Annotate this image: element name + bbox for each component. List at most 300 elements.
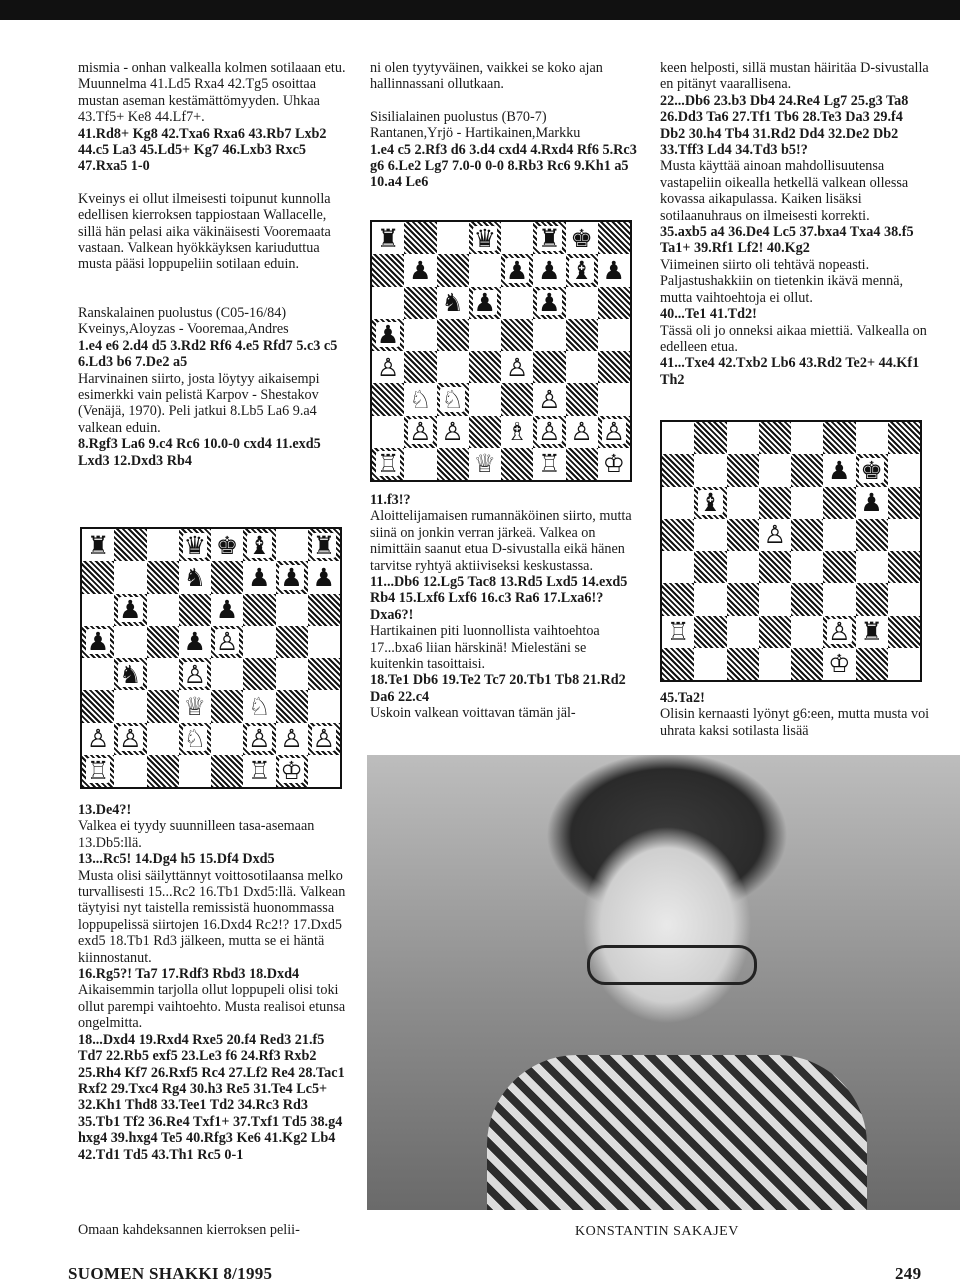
col2-paragraph-2: Aloittelijamaisen rumannäköinen siirto, mutta siinä on jonkin verran järkeä. Valkea on nimittäin saanut etua D-sivustalla eikä hänen tarvitse ryhtyä aktiiviseksi keskustassa.: [370, 508, 632, 574]
board-square: [211, 690, 243, 722]
board-square: [308, 529, 340, 561]
chess-diagram-1: [80, 527, 342, 789]
board-square: [856, 551, 888, 583]
board-square: [598, 448, 630, 480]
board-square: [372, 254, 404, 286]
black-bishop-icon: ♝: [570, 255, 593, 285]
board-square: [823, 648, 855, 680]
board-square: [179, 529, 211, 561]
board-square: [114, 723, 146, 755]
board-square: [82, 594, 114, 626]
board-square: [211, 755, 243, 787]
column-3: [660, 60, 930, 388]
board-square: [823, 519, 855, 551]
board-square: [759, 551, 791, 583]
board-square: [791, 551, 823, 583]
column-2: [370, 60, 640, 191]
board-square: [179, 626, 211, 658]
board-square: [759, 487, 791, 519]
board-square: [243, 755, 275, 787]
board-square: [888, 487, 920, 519]
board-square: [727, 551, 759, 583]
board-square: [179, 561, 211, 593]
board-square: [727, 648, 759, 680]
black-pawn-icon: ♟: [215, 595, 239, 625]
black-pawn-icon: ♟: [248, 562, 271, 592]
board-square: [147, 594, 179, 626]
board-square: [791, 583, 823, 615]
white-pawn-icon: ♙: [409, 417, 432, 447]
board-square: [598, 416, 630, 448]
white-rook-icon: ♖: [538, 449, 561, 479]
board-square: [147, 561, 179, 593]
board-square: [533, 448, 565, 480]
black-bishop-icon: ♝: [699, 488, 722, 518]
black-king-icon: ♚: [215, 530, 239, 560]
col2-paragraph-3: Hartikainen piti luonnollista vaihtoehtoa 17...bxa6 liian härskinä! Mielestäni se kuitenkin tasoittaisi.: [370, 623, 600, 673]
board-square: [276, 690, 308, 722]
column-2-continued: [370, 492, 640, 722]
black-pawn-icon: ♟: [183, 627, 207, 657]
board-square: [211, 594, 243, 626]
col2-players: Rantanen,Yrjö - Hartikainen,Markku: [370, 125, 581, 142]
board-square: [243, 723, 275, 755]
board-square: [823, 487, 855, 519]
board-square: [501, 383, 533, 415]
board-square: [566, 416, 598, 448]
col3-paragraph-5: Olisin kernaasti lyönyt g6:een, mutta musta voi uhrata kaksi sotilasta lisää: [660, 706, 930, 739]
board-square: [566, 254, 598, 286]
board-square: [501, 319, 533, 351]
board-square: [823, 454, 855, 486]
white-pawn-icon: ♙: [538, 384, 561, 414]
board-square: [211, 529, 243, 561]
board-square: [727, 583, 759, 615]
board-square: [662, 519, 694, 551]
white-knight-icon: ♘: [248, 691, 271, 721]
column-3-bottom: [660, 690, 930, 739]
board-square: [437, 222, 469, 254]
col3-paragraph-1: keen helposti, sillä mustan häiritäa D-sivustalla en pitänyt vaarallisena.: [660, 60, 929, 93]
col2-moves-2: 11.f3!?: [370, 492, 411, 508]
board-square: [533, 416, 565, 448]
board-square: [372, 351, 404, 383]
board-square: [308, 658, 340, 690]
board-square: [211, 723, 243, 755]
board-square: [404, 351, 436, 383]
board-square: [662, 422, 694, 454]
white-pawn-icon: ♙: [119, 724, 142, 754]
board-square: [727, 616, 759, 648]
board-square: [727, 487, 759, 519]
board-square: [694, 551, 726, 583]
board-square: [404, 416, 436, 448]
col2-moves-4: 18.Te1 Db6 19.Te2 Tc7 20.Tb1 Tb8 21.Rd2 Da6 22.c4: [370, 672, 626, 705]
board-square: [469, 222, 501, 254]
board-square: [501, 254, 533, 286]
board-square: [372, 319, 404, 351]
board-square: [469, 383, 501, 415]
board-square: [372, 383, 404, 415]
board-square: [404, 383, 436, 415]
board-square: [82, 561, 114, 593]
black-pawn-icon: ♟: [602, 255, 626, 285]
board-square: [437, 254, 469, 286]
board-square: [179, 658, 211, 690]
board-square: [243, 658, 275, 690]
board-square: [694, 422, 726, 454]
black-queen-icon: ♛: [183, 530, 207, 560]
black-pawn-icon: ♟: [376, 320, 400, 350]
board-square: [856, 583, 888, 615]
board-square: [437, 383, 469, 415]
board-square: [114, 690, 146, 722]
black-pawn-icon: ♟: [828, 455, 851, 485]
board-square: [179, 690, 211, 722]
board-square: [566, 222, 598, 254]
board-square: [469, 287, 501, 319]
board-square: [533, 351, 565, 383]
board-square: [147, 755, 179, 787]
white-bishop-icon: ♗: [505, 417, 529, 447]
board-square: [82, 690, 114, 722]
black-rook-icon: ♜: [312, 530, 336, 560]
white-knight-icon: ♘: [183, 724, 207, 754]
board-square: [308, 690, 340, 722]
board-square: [566, 448, 598, 480]
lower-paragraph-2: Musta olisi säilyttännyt voittosotilaansa melko turvallisesti 15...Rc2 16.Tb1 Dxd5:llä. Valkean täytyisi nyt taistella remissistä huonommassa loppupelissä siirtojen 16.Dxd4 Rc2!? 17.Dxd5 exd5 18.Tb1 Rd3 jälkeen, mutta se ei häntä kiinnostanut.: [78, 867, 346, 966]
lower-moves-3: 16.Rg5?! Ta7 17.Rdf3 Rbd3 18.Dxd4: [78, 966, 300, 983]
board-square: [404, 448, 436, 480]
col1-paragraph-3: Harvinainen siirto, josta löytyy aikaisempi esimerkki vain pelistä Karpov - Shestakov (Venäjä, 1970). Peli jatkui 8.Lb5 La6 9.a4 valkean eduin.: [78, 370, 320, 436]
board-square: [82, 755, 114, 787]
black-pawn-icon: ♟: [538, 255, 561, 285]
black-pawn-icon: ♟: [409, 255, 432, 285]
column-1-bottom: [78, 1222, 348, 1238]
photo-caption: KONSTANTIN SAKAJEV: [575, 1224, 739, 1239]
board-square: [888, 454, 920, 486]
board-square: [501, 287, 533, 319]
board-square: [437, 416, 469, 448]
board-square: [437, 319, 469, 351]
chess-diagram-2: [370, 220, 632, 482]
col3-moves-4: 41...Txe4 42.Txb2 Lb6 43.Rd2 Te2+ 44.Kf1 Th2: [660, 355, 920, 388]
col2-paragraph-4: Uskoin valkean voittavan tämän jäl-: [370, 705, 576, 722]
board-square: [501, 416, 533, 448]
board-square: [662, 487, 694, 519]
board-square: [308, 755, 340, 787]
board-square: [759, 454, 791, 486]
white-pawn-icon: ♙: [183, 659, 207, 689]
board-square: [276, 594, 308, 626]
board-square: [566, 351, 598, 383]
board-square: [791, 454, 823, 486]
black-rook-icon: ♜: [860, 617, 883, 647]
column-1: [78, 60, 348, 469]
white-pawn-icon: ♙: [763, 520, 787, 550]
black-king-icon: ♚: [860, 455, 883, 485]
board-square: [243, 690, 275, 722]
board-square: [856, 616, 888, 648]
col1-players: Kveinys,Aloyzas - Vooremaa,Andres: [78, 321, 289, 338]
photo-glasses: [587, 945, 757, 985]
board-square: [759, 616, 791, 648]
board-square: [114, 529, 146, 561]
board-square: [308, 594, 340, 626]
white-rook-icon: ♖: [86, 756, 110, 786]
board-square: [437, 287, 469, 319]
board-square: [533, 254, 565, 286]
board-square: [598, 254, 630, 286]
white-pawn-icon: ♙: [280, 724, 303, 754]
board-square: [533, 222, 565, 254]
board-square: [759, 519, 791, 551]
board-square: [888, 422, 920, 454]
black-bishop-icon: ♝: [248, 530, 271, 560]
board-square: [759, 648, 791, 680]
board-square: [308, 561, 340, 593]
board-square: [82, 529, 114, 561]
white-king-icon: ♔: [280, 756, 303, 786]
board-square: [856, 422, 888, 454]
col1-paragraph-1: mismia - onhan valkealla kolmen sotilaaan etu. Muunnelma 41.Ld5 Rxa4 42.Tg5 osoittaa mustan aseman kestämättömyyden. Uhkaa 43.Tf5+ Ke8 44.Lf7+.: [78, 60, 346, 126]
board-square: [662, 583, 694, 615]
white-pawn-icon: ♙: [602, 417, 626, 447]
board-square: [437, 351, 469, 383]
board-square: [727, 454, 759, 486]
board-square: [791, 519, 823, 551]
black-rook-icon: ♜: [376, 223, 400, 253]
board-square: [147, 529, 179, 561]
black-knight-icon: ♞: [119, 659, 142, 689]
board-square: [694, 454, 726, 486]
board-square: [469, 351, 501, 383]
top-black-bar: [0, 0, 960, 20]
column-lower-left: [78, 802, 348, 1163]
white-pawn-icon: ♙: [570, 417, 593, 447]
board-square: [888, 551, 920, 583]
board-square: [662, 616, 694, 648]
lower-moves-2: 13...Rc5! 14.Dg4 h5 15.Df4 Dxd5: [78, 851, 275, 868]
white-pawn-icon: ♙: [86, 724, 110, 754]
white-queen-icon: ♕: [473, 449, 497, 479]
board-square: [308, 626, 340, 658]
board-square: [372, 448, 404, 480]
white-knight-icon: ♘: [441, 384, 464, 414]
board-square: [694, 616, 726, 648]
board-square: [82, 658, 114, 690]
black-king-icon: ♚: [570, 223, 593, 253]
board-square: [791, 487, 823, 519]
white-pawn-icon: ♙: [828, 617, 851, 647]
col1-moves-1: 41.Rd8+ Kg8 42.Txa6 Rxa6 43.Rb7 Lxb2 44.c5 La3 45.Ld5+ Kg7 46.Lxb3 Rxc5 47.Rxa5 1-0: [78, 125, 327, 175]
board-square: [662, 551, 694, 583]
white-rook-icon: ♖: [376, 449, 400, 479]
board-square: [276, 723, 308, 755]
col3-paragraph-2: Musta käyttää ainoan mahdollisuutensa vastapeliin oikealla hetkellä valkean ollessa kovassa aikapulassa. Kaiken lisäksi sotilaanuhraus on ilmeisesti korrekti.: [660, 158, 909, 224]
board-square: [372, 416, 404, 448]
col3-moves-1: 22...Db6 23.b3 Db4 24.Re4 Lg7 25.g3 Ta8 26.Dd3 Ta6 27.Tf1 Tb6 28.Te3 Da3 29.f4 Db2 30.h4 Tb4 31.Rd2 Dd4 32.De2 Db2 33.Tff3 Ld4 34.Td3 b5!?: [660, 92, 909, 159]
board-square: [501, 222, 533, 254]
black-pawn-icon: ♟: [505, 255, 529, 285]
board-square: [823, 422, 855, 454]
black-rook-icon: ♜: [86, 530, 110, 560]
board-square: [662, 454, 694, 486]
black-queen-icon: ♛: [473, 223, 497, 253]
board-square: [372, 222, 404, 254]
photo-sweater: [487, 1055, 867, 1210]
magazine-name: SUOMEN SHAKKI 8/1995: [68, 1264, 273, 1283]
board-square: [114, 594, 146, 626]
board-square: [759, 583, 791, 615]
board-square: [823, 551, 855, 583]
board-square: [372, 287, 404, 319]
board-square: [211, 561, 243, 593]
board-square: [276, 658, 308, 690]
white-queen-icon: ♕: [183, 691, 207, 721]
white-rook-icon: ♖: [666, 617, 690, 647]
board-square: [147, 626, 179, 658]
board-square: [276, 561, 308, 593]
board-square: [662, 648, 694, 680]
board-square: [566, 287, 598, 319]
board-square: [533, 287, 565, 319]
board-square: [179, 755, 211, 787]
board-square: [276, 529, 308, 561]
black-pawn-icon: ♟: [280, 562, 303, 592]
board-square: [888, 648, 920, 680]
board-square: [791, 422, 823, 454]
col3-moves-2: 35.axb5 a4 36.De4 Lc5 37.bxa4 Txa4 38.f5 Ta1+ 39.Rf1 Lf2! 40.Kg2: [660, 224, 914, 257]
board-square: [888, 616, 920, 648]
board-square: [598, 383, 630, 415]
board-square: [404, 319, 436, 351]
board-square: [147, 723, 179, 755]
board-square: [598, 351, 630, 383]
board-square: [694, 648, 726, 680]
board-square: [114, 658, 146, 690]
white-king-icon: ♔: [828, 649, 851, 679]
white-king-icon: ♔: [602, 449, 626, 479]
player-photo: [367, 755, 960, 1210]
board-square: [501, 351, 533, 383]
board-square: [243, 561, 275, 593]
board-square: [533, 319, 565, 351]
board-square: [759, 422, 791, 454]
board-square: [856, 454, 888, 486]
board-square: [888, 519, 920, 551]
board-square: [469, 416, 501, 448]
board-square: [147, 690, 179, 722]
board-square: [598, 319, 630, 351]
board-square: [211, 626, 243, 658]
board-square: [694, 583, 726, 615]
board-square: [243, 529, 275, 561]
black-pawn-icon: ♟: [312, 562, 336, 592]
black-knight-icon: ♞: [441, 288, 464, 318]
page-number: 249: [895, 1264, 922, 1283]
board-square: [404, 254, 436, 286]
col1-moves-2: 1.e4 e6 2.d4 d5 3.Rd2 Rf6 4.e5 Rfd7 5.c3 c5 6.Ld3 b6 7.De2 a5: [78, 337, 338, 371]
black-pawn-icon: ♟: [860, 488, 883, 518]
board-square: [856, 487, 888, 519]
col3-moves-3: 40...Te1 41.Td2!: [660, 306, 757, 323]
white-pawn-icon: ♙: [376, 352, 400, 382]
board-square: [533, 383, 565, 415]
board-square: [179, 723, 211, 755]
white-knight-icon: ♘: [409, 384, 432, 414]
white-pawn-icon: ♙: [312, 724, 336, 754]
black-knight-icon: ♞: [183, 562, 207, 592]
board-square: [179, 594, 211, 626]
board-square: [694, 519, 726, 551]
board-square: [243, 594, 275, 626]
white-pawn-icon: ♙: [215, 627, 239, 657]
board-square: [147, 658, 179, 690]
board-square: [469, 319, 501, 351]
board-square: [791, 616, 823, 648]
board-square: [276, 626, 308, 658]
board-square: [501, 448, 533, 480]
col1-moves-3: 8.Rgf3 La6 9.c4 Rc6 10.0-0 cxd4 11.exd5 Lxd3 12.Dxd3 Rb4: [78, 436, 321, 469]
board-square: [727, 422, 759, 454]
board-square: [404, 222, 436, 254]
col2-opening: Sisilialainen puolustus (B70-7): [370, 108, 547, 125]
col2-moves-1: 1.e4 c5 2.Rf3 d6 3.d4 cxd4 4.Rxd4 Rf6 5.Rc3 g6 6.Le2 Lg7 7.0-0 0-0 8.Rb3 Rc6 9.Kh1 a5 10.a4 Le6: [370, 141, 637, 191]
black-pawn-icon: ♟: [86, 627, 110, 657]
lower-paragraph-1: Valkea ei tyydy suunnilleen tasa-asemaan 13.Db5:llä.: [78, 818, 315, 851]
board-square: [114, 561, 146, 593]
board-square: [243, 626, 275, 658]
board-square: [469, 448, 501, 480]
col2-paragraph-1: ni olen tyytyväinen, vaikkei se koko ajan hallinnassani ollutkaan.: [370, 60, 603, 93]
lower-moves-1: 13.De4?!: [78, 802, 132, 818]
board-square: [823, 616, 855, 648]
board-square: [598, 222, 630, 254]
board-square: [694, 487, 726, 519]
board-square: [888, 583, 920, 615]
board-square: [404, 287, 436, 319]
col1-opening: Ranskalainen puolustus (C05-16/84): [78, 304, 287, 321]
chess-diagram-3: [660, 420, 922, 682]
board-square: [856, 519, 888, 551]
white-pawn-icon: ♙: [248, 724, 271, 754]
lower-paragraph-3: Aikaisemmin tarjolla ollut loppupeli olisi toki ollut parempi vaihtoehto. Musta realisoi etunsa ongelmitta.: [78, 982, 346, 1032]
board-square: [823, 583, 855, 615]
white-pawn-icon: ♙: [441, 417, 464, 447]
board-square: [82, 626, 114, 658]
board-square: [211, 658, 243, 690]
board-square: [82, 723, 114, 755]
col2-moves-3: 11...Db6 12.Lg5 Tac8 13.Rd5 Lxd5 14.exd5 Rb4 15.Lxf6 Lxf6 16.c3 Ra6 17.Lxa6!? Dxa6?!: [370, 574, 628, 623]
board-square: [308, 723, 340, 755]
white-pawn-icon: ♙: [505, 352, 529, 382]
black-pawn-icon: ♟: [119, 595, 142, 625]
board-square: [727, 519, 759, 551]
white-pawn-icon: ♙: [538, 417, 561, 447]
lower-moves-4: 18...Dxd4 19.Rxd4 Rxe5 20.f4 Red3 21.f5 Td7 22.Rb5 exf5 23.Le3 f6 24.Rf3 Rxb2 25.Rh4 Kf7 26.Rxf5 Rc4 27.Lf2 Re4 28.Tac1 Rxf2 29.Txc4 Rg4 30.h3 Re5 31.Te4 Lc5+ 32.Kh1 Thd8 33.Tee1 Td2 34.Rc3 Rd3 35.Tb1 Tf2 36.Re4 Txf1+ 37.Txf1 Td5 38.g4 hxg4 39.hxg4 Te5 40.Rfg3 Ke6 41.Kg2 Lb4 42.Td1 Td5 43.Th1 Rc5 0-1: [78, 1031, 345, 1163]
black-pawn-icon: ♟: [473, 288, 497, 318]
board-square: [566, 383, 598, 415]
board-square: [469, 254, 501, 286]
col3-paragraph-4: Tässä oli jo onneksi aikaa miettiä. Valkealla on edelleen etua.: [660, 322, 927, 355]
board-square: [598, 287, 630, 319]
board-square: [114, 626, 146, 658]
black-rook-icon: ♜: [538, 223, 561, 253]
col3-paragraph-3: Viimeinen siirto oli tehtävä nopeasti. Paljastushakkiin on tietenkin ikävä mennä, mutta vaihtoehtoja ei ollut.: [660, 256, 904, 306]
board-square: [114, 755, 146, 787]
white-rook-icon: ♖: [248, 756, 271, 786]
